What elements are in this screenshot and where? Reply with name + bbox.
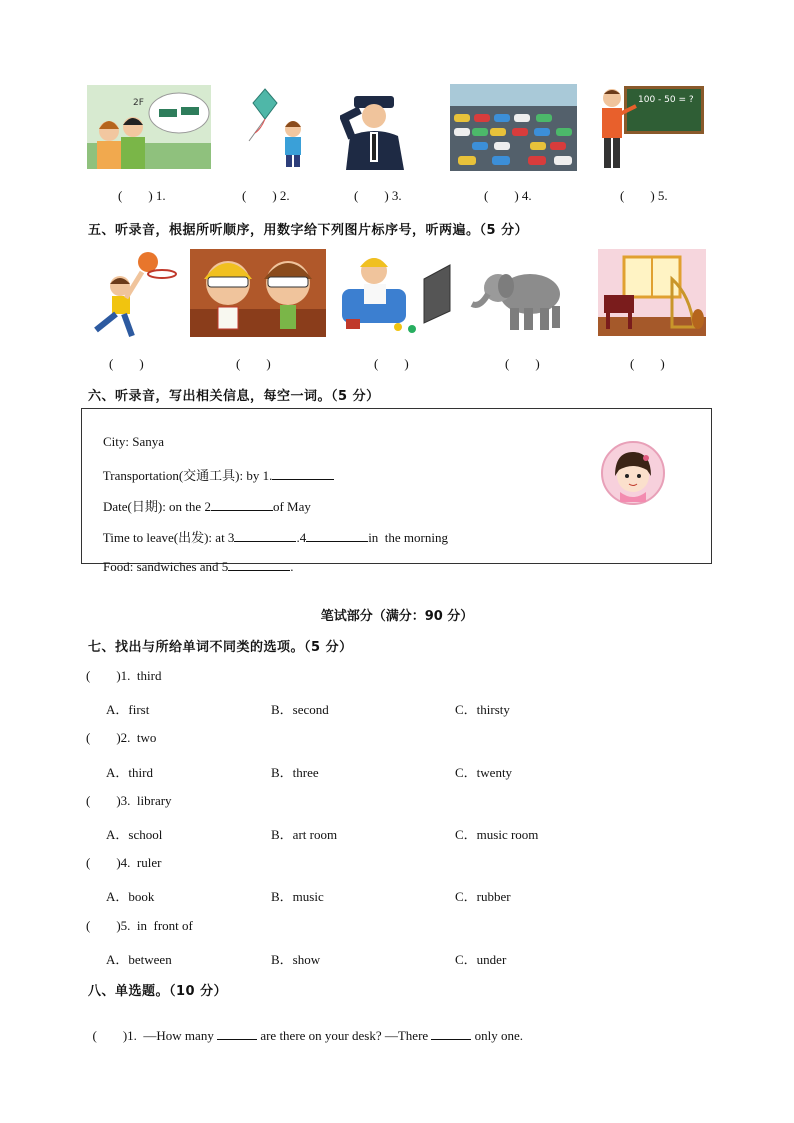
- section-6-heading: 六、听录音，写出相关信息，每空一词。（5 分）: [88, 389, 380, 404]
- q7-1-stem[interactable]: ( )1. third: [86, 668, 162, 683]
- answer-bracket-4[interactable]: ( ) 4.: [484, 188, 532, 203]
- answer-bracket-3[interactable]: ( ) 3.: [354, 188, 402, 203]
- q7-3-stem[interactable]: ( )3. library: [86, 793, 172, 808]
- date-label: Date(日期): on the 2: [103, 499, 211, 514]
- section-5-heading: 五、听录音，根据所听顺序，用数字给下列图片标序号，听两遍。（5 分）: [88, 223, 529, 238]
- food-suffix: .: [290, 559, 294, 574]
- q8-1-prefix: ( )1. —How many: [92, 1028, 214, 1043]
- answer-bracket-5[interactable]: ( ) 5.: [620, 188, 668, 203]
- picture-boy-flying-kite: [231, 85, 311, 169]
- order-bracket-3[interactable]: ( ): [374, 356, 409, 371]
- q7-1-option-b[interactable]: B．second: [271, 702, 329, 717]
- written-part-title: 笔试部分（满分：90 分）: [320, 609, 474, 624]
- q7-2-option-a[interactable]: A．third: [106, 765, 153, 780]
- order-bracket-2[interactable]: ( ): [236, 356, 271, 371]
- blank-5[interactable]: [228, 558, 290, 571]
- q8-1-blank-1[interactable]: [217, 1027, 257, 1040]
- q7-4-option-c[interactable]: C．rubber: [455, 889, 511, 904]
- q8-1-line: [86, 1011, 523, 1044]
- date-suffix: of May: [272, 499, 311, 514]
- blank-3[interactable]: [234, 529, 296, 542]
- food-line: [90, 542, 294, 591]
- order-bracket-5[interactable]: ( ): [630, 356, 665, 371]
- q7-2-option-c[interactable]: C．twenty: [455, 765, 513, 780]
- q7-5-option-a[interactable]: A．between: [106, 952, 172, 967]
- picture-policeman-saluting: [340, 88, 410, 170]
- picture-kids-cinema: [190, 249, 326, 337]
- order-bracket-1[interactable]: ( ): [109, 356, 144, 371]
- blank-2[interactable]: [211, 498, 273, 511]
- blank-1[interactable]: [272, 467, 334, 480]
- section-8-heading: 八、单选题。（10 分）: [88, 984, 228, 999]
- picture-music-room: [598, 249, 706, 336]
- q8-1-blank-2[interactable]: [431, 1027, 471, 1040]
- food-label: Food: sandwiches and 5: [103, 559, 229, 574]
- q7-3-option-c[interactable]: C．music room: [455, 827, 539, 842]
- picture-pingpong-kids: [87, 85, 211, 169]
- picture-traffic-jam: [450, 84, 577, 171]
- q7-2-option-b[interactable]: B．three: [271, 765, 319, 780]
- picture-elephant: [468, 264, 568, 334]
- answer-bracket-1[interactable]: ( ) 1.: [118, 188, 166, 203]
- q7-4-stem[interactable]: ( )4. ruler: [86, 855, 162, 870]
- q7-2-stem[interactable]: ( )2. two: [86, 730, 157, 745]
- picture-boy-watching-tv: [338, 249, 456, 335]
- q7-3-option-a[interactable]: A．school: [106, 827, 163, 842]
- city-text: City: Sanya: [103, 434, 165, 449]
- svg-text:2F: 2F: [133, 98, 144, 108]
- q8-1-mid: are there on your desk? —There: [260, 1028, 429, 1043]
- girl-avatar: [600, 440, 666, 506]
- q7-5-option-b[interactable]: B．show: [271, 952, 321, 967]
- q7-1-option-a[interactable]: A．first: [106, 702, 150, 717]
- picture-boy-basketball: [86, 248, 178, 340]
- order-bracket-4[interactable]: ( ): [505, 356, 540, 371]
- answer-bracket-2[interactable]: ( ) 2.: [242, 188, 290, 203]
- q7-5-stem[interactable]: ( )5. in front of: [86, 918, 193, 933]
- time-mid: .4: [296, 530, 307, 545]
- q7-1-option-c[interactable]: C．thirsty: [455, 702, 510, 717]
- info-box: [81, 408, 712, 574]
- q7-5-option-c[interactable]: C．under: [455, 952, 507, 967]
- svg-text:100 - 50 = ?: 100 - 50 = ?: [638, 95, 694, 105]
- time-suffix: in the morning: [368, 530, 448, 545]
- q7-3-option-b[interactable]: B．art room: [271, 827, 338, 842]
- time-label: Time to leave(出发): at 3: [102, 530, 235, 545]
- q8-1-suffix: only one.: [474, 1028, 524, 1043]
- transport-label: Transportation(交通工具): by 1.: [102, 468, 273, 483]
- section-7-heading: 七、找出与所给单词不同类的选项。（5 分）: [88, 640, 353, 655]
- picture-teacher-blackboard: [594, 84, 706, 172]
- q7-4-option-a[interactable]: A．book: [106, 889, 155, 904]
- q7-4-option-b[interactable]: B．music: [271, 889, 324, 904]
- blank-4[interactable]: [306, 529, 368, 542]
